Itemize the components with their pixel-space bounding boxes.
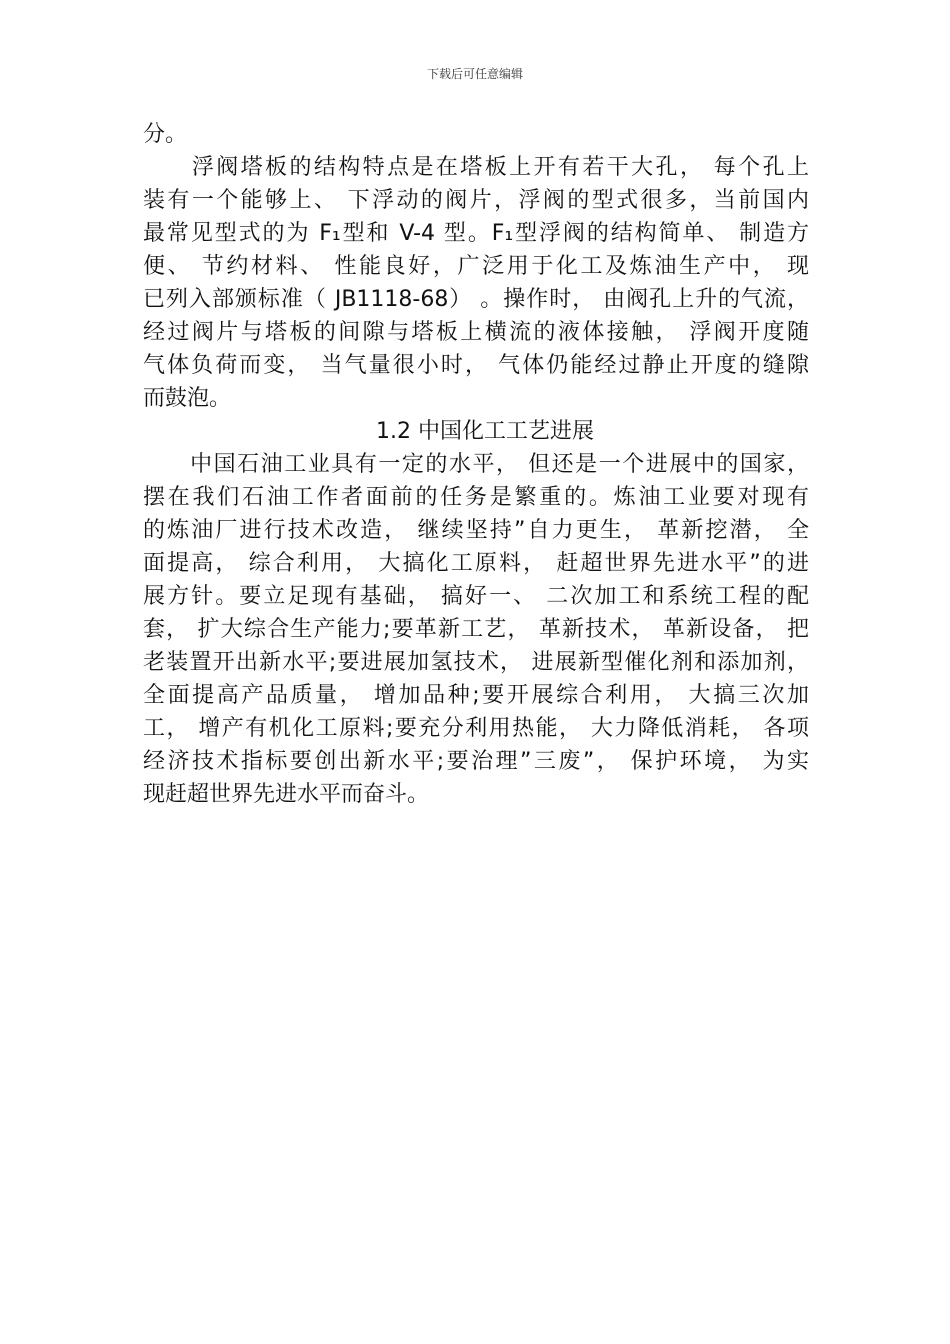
paragraph-2-line: 已列入部颁标准（ JB1118-68） 。操作时， 由阀孔上升的气流， bbox=[143, 287, 809, 312]
paragraph-1-line: 分。 bbox=[143, 122, 188, 147]
paragraph-3-line: 的炼油厂进行技术改造， 继续坚持”自力更生， 革新挖潜， 全 bbox=[143, 518, 809, 543]
page-header-note: 下载后可任意编辑 bbox=[426, 67, 523, 81]
paragraph-3-line: 展方针。要立足现有基础， 搞好一、 二次加工和系统工程的配 bbox=[143, 584, 809, 609]
paragraph-3-line: 现赶超世界先进水平而奋斗。 bbox=[143, 782, 430, 807]
paragraph-3-line: 经济技术指标要创出新水平;要治理”三废”， 保护环境， 为实 bbox=[143, 749, 809, 774]
paragraph-2-line: 浮阀塔板的结构特点是在塔板上开有若干大孔， 每个孔上 bbox=[143, 155, 809, 180]
paragraph-3-line: 套， 扩大综合生产能力;要革新工艺， 革新技术， 革新设备， 把 bbox=[143, 617, 809, 642]
paragraph-3-line: 中国石油工业具有一定的水平， 但还是一个进展中的国家， bbox=[143, 452, 809, 477]
paragraph-3-line: 面提高， 综合利用， 大搞化工原料， 赶超世界先进水平”的进 bbox=[143, 551, 809, 576]
paragraph-3-line: 老装置开出新水平;要进展加氢技术， 进展新型催化剂和添加剂， bbox=[143, 650, 809, 675]
paragraph-2-line: 气体负荷而变， 当气量很小时， 气体仍能经过静止开度的缝隙 bbox=[143, 353, 809, 378]
paragraph-3-line: 工， 增产有机化工原料;要充分利用热能， 大力降低消耗， 各项 bbox=[143, 716, 809, 741]
paragraph-2-line: 而鼓泡。 bbox=[143, 386, 232, 411]
paragraph-2-line: 最常见型式的为 F₁型和 V-4 型。F₁型浮阀的结构简单、 制造方 bbox=[143, 221, 809, 246]
paragraph-2-line: 便、 节约材料、 性能良好，广泛用于化工及炼油生产中， 现 bbox=[143, 254, 809, 279]
paragraph-3-line: 全面提高产品质量， 增加品种;要开展综合利用， 大搞三次加 bbox=[143, 683, 809, 708]
document-body bbox=[143, 118, 809, 811]
section-heading: 1.2 中国化工工艺进展 bbox=[376, 419, 594, 444]
paragraph-2-line: 装有一个能够上、 下浮动的阀片，浮阀的型式很多，当前国内 bbox=[143, 188, 809, 213]
paragraph-3-line: 摆在我们石油工作者面前的任务是繁重的。炼油工业要对现有 bbox=[143, 485, 809, 510]
paragraph-2-line: 经过阀片与塔板的间隙与塔板上横流的液体接触， 浮阀开度随 bbox=[143, 320, 809, 345]
